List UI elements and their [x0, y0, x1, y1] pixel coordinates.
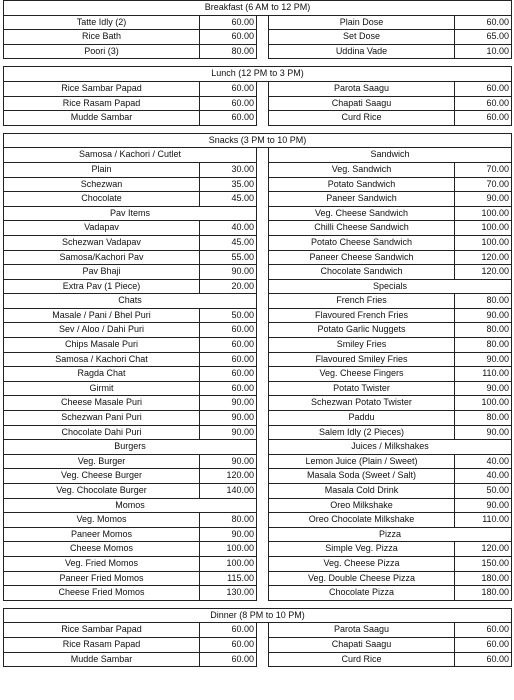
item-price: 140.00 — [200, 484, 257, 499]
column-gap — [257, 96, 269, 111]
breakfast-section — [3, 0, 513, 59]
column-gap — [257, 265, 269, 280]
item-name: Plain Dose — [269, 15, 455, 30]
item-price: 90.00 — [200, 411, 257, 426]
item-price: 90.00 — [455, 308, 512, 323]
column-gap — [257, 30, 269, 45]
menu-row — [4, 323, 512, 338]
item-name: Schezwan Vadapav — [4, 235, 200, 250]
menu-row — [4, 556, 512, 571]
item-name: Poori (3) — [4, 44, 200, 59]
item-name: Chapati Saagu — [269, 637, 455, 652]
item-name: Veg. Chocolate Burger — [4, 484, 200, 499]
item-name: Chapati Saagu — [269, 96, 455, 111]
item-price: 30.00 — [200, 162, 257, 177]
item-price: 120.00 — [455, 542, 512, 557]
item-price: 70.00 — [455, 177, 512, 192]
menu-row — [4, 498, 512, 513]
category-heading: Samosa / Kachori / Cutlet — [4, 148, 257, 163]
item-price: 65.00 — [455, 30, 512, 45]
menu-row — [4, 542, 512, 557]
item-name: Masala Cold Drink — [269, 484, 455, 499]
item-price: 110.00 — [455, 513, 512, 528]
column-gap — [257, 221, 269, 236]
item-name: Rice Sambar Papad — [4, 623, 200, 638]
menu-row — [4, 162, 512, 177]
item-name: Ragda Chat — [4, 367, 200, 382]
item-name: Veg. Cheese Pizza — [269, 556, 455, 571]
item-price: 100.00 — [200, 542, 257, 557]
menu-row — [4, 637, 512, 652]
column-gap — [257, 192, 269, 207]
dinner-table — [3, 608, 512, 667]
item-name: Potato Twister — [269, 381, 455, 396]
item-name: Schezwan Pani Puri — [4, 411, 200, 426]
column-gap — [257, 367, 269, 382]
menu-row — [4, 381, 512, 396]
item-price: 60.00 — [200, 367, 257, 382]
item-name: Chocolate Dahi Puri — [4, 425, 200, 440]
section-title: Lunch (12 PM to 3 PM) — [4, 67, 512, 82]
breakfast-table — [3, 0, 512, 59]
item-price: 80.00 — [455, 294, 512, 309]
column-gap — [257, 279, 269, 294]
item-price: 10.00 — [455, 44, 512, 59]
item-price: 80.00 — [200, 44, 257, 59]
menu-row — [4, 440, 512, 455]
column-gap — [257, 498, 269, 513]
item-name: Samosa/Kachori Pav — [4, 250, 200, 265]
item-name: Paddu — [269, 411, 455, 426]
item-name: Veg. Cheese Fingers — [269, 367, 455, 382]
item-price: 60.00 — [455, 111, 512, 126]
menu-row — [4, 469, 512, 484]
item-name: Pav Bhaji — [4, 265, 200, 280]
item-name: Veg. Burger — [4, 454, 200, 469]
item-price: 90.00 — [200, 265, 257, 280]
item-name: Extra Pav (1 Piece) — [4, 279, 200, 294]
item-price: 90.00 — [200, 454, 257, 469]
item-name: Masale / Pani / Bhel Puri — [4, 308, 200, 323]
item-price: 20.00 — [200, 279, 257, 294]
column-gap — [257, 396, 269, 411]
menu-row — [4, 250, 512, 265]
item-name: Paneer Momos — [4, 527, 200, 542]
column-gap — [257, 623, 269, 638]
category-heading: Burgers — [4, 440, 257, 455]
item-price: 40.00 — [455, 469, 512, 484]
item-price: 45.00 — [200, 235, 257, 250]
item-price: 90.00 — [455, 192, 512, 207]
item-name: Cheese Momos — [4, 542, 200, 557]
menu-row — [4, 148, 512, 163]
column-gap — [257, 235, 269, 250]
column-gap — [257, 527, 269, 542]
item-price: 80.00 — [455, 338, 512, 353]
item-price: 60.00 — [455, 652, 512, 667]
item-price: 90.00 — [455, 425, 512, 440]
column-gap — [257, 44, 269, 59]
section-title-row — [4, 133, 512, 148]
item-name: Cheese Fried Momos — [4, 586, 200, 601]
item-name: Veg. Sandwich — [269, 162, 455, 177]
item-name: Masala Soda (Sweet / Salt) — [269, 469, 455, 484]
column-gap — [257, 111, 269, 126]
menu-row — [4, 192, 512, 207]
item-price: 45.00 — [200, 192, 257, 207]
column-gap — [257, 440, 269, 455]
item-name: Schezwan — [4, 177, 200, 192]
item-name: Rice Rasam Papad — [4, 637, 200, 652]
item-name: Samosa / Kachori Chat — [4, 352, 200, 367]
item-price: 60.00 — [455, 637, 512, 652]
column-gap — [257, 425, 269, 440]
menu-row — [4, 30, 512, 45]
item-price: 60.00 — [200, 381, 257, 396]
item-name: Parota Saagu — [269, 81, 455, 96]
item-name: Paneer Sandwich — [269, 192, 455, 207]
column-gap — [257, 148, 269, 163]
item-name: Set Dose — [269, 30, 455, 45]
item-price: 120.00 — [200, 469, 257, 484]
item-name: Chocolate Sandwich — [269, 265, 455, 280]
item-price: 100.00 — [455, 396, 512, 411]
column-gap — [257, 542, 269, 557]
item-price: 60.00 — [200, 637, 257, 652]
item-name: Curd Rice — [269, 652, 455, 667]
category-heading: Chats — [4, 294, 257, 309]
menu-row — [4, 265, 512, 280]
item-name: Chips Masale Puri — [4, 338, 200, 353]
category-heading: Sandwich — [269, 148, 512, 163]
item-price: 55.00 — [200, 250, 257, 265]
menu-row — [4, 206, 512, 221]
menu-row — [4, 235, 512, 250]
item-price: 60.00 — [455, 81, 512, 96]
item-price: 80.00 — [200, 513, 257, 528]
column-gap — [257, 586, 269, 601]
snacks-section — [3, 133, 513, 601]
item-price: 115.00 — [200, 571, 257, 586]
menu-row — [4, 81, 512, 96]
menu-row — [4, 96, 512, 111]
column-gap — [257, 484, 269, 499]
menu-row — [4, 527, 512, 542]
item-price: 60.00 — [200, 81, 257, 96]
item-price: 90.00 — [455, 352, 512, 367]
category-heading: Specials — [269, 279, 512, 294]
section-title-row — [4, 1, 512, 16]
item-price: 80.00 — [455, 323, 512, 338]
column-gap — [257, 637, 269, 652]
menu-row — [4, 294, 512, 309]
item-price: 100.00 — [455, 221, 512, 236]
category-heading: Pizza — [269, 527, 512, 542]
item-price: 40.00 — [200, 221, 257, 236]
item-price: 180.00 — [455, 571, 512, 586]
section-title: Breakfast (6 AM to 12 PM) — [4, 1, 512, 16]
column-gap — [257, 81, 269, 96]
item-price: 50.00 — [455, 484, 512, 499]
item-name: Mudde Sambar — [4, 111, 200, 126]
item-price: 120.00 — [455, 265, 512, 280]
category-heading: Momos — [4, 498, 257, 513]
column-gap — [257, 513, 269, 528]
item-price: 60.00 — [200, 30, 257, 45]
item-name: Plain — [4, 162, 200, 177]
column-gap — [257, 162, 269, 177]
lunch-section — [3, 66, 513, 125]
item-price: 90.00 — [200, 425, 257, 440]
item-price: 35.00 — [200, 177, 257, 192]
menu-page — [3, 0, 513, 667]
column-gap — [257, 250, 269, 265]
item-price: 120.00 — [455, 250, 512, 265]
item-name: Paneer Cheese Sandwich — [269, 250, 455, 265]
item-price: 60.00 — [200, 323, 257, 338]
menu-row — [4, 513, 512, 528]
item-name: Vadapav — [4, 221, 200, 236]
item-name: Oreo Milkshake — [269, 498, 455, 513]
item-name: Simple Veg. Pizza — [269, 542, 455, 557]
menu-row — [4, 425, 512, 440]
menu-row — [4, 308, 512, 323]
item-price: 180.00 — [455, 586, 512, 601]
menu-row — [4, 411, 512, 426]
column-gap — [257, 556, 269, 571]
snacks-table — [3, 133, 512, 601]
item-name: Veg. Cheese Burger — [4, 469, 200, 484]
item-name: Veg. Fried Momos — [4, 556, 200, 571]
item-name: Oreo Chocolate Milkshake — [269, 513, 455, 528]
item-name: Flavoured Smiley Fries — [269, 352, 455, 367]
item-price: 90.00 — [455, 498, 512, 513]
dinner-section — [3, 608, 513, 667]
column-gap — [257, 177, 269, 192]
item-name: Potato Sandwich — [269, 177, 455, 192]
column-gap — [257, 571, 269, 586]
item-name: Veg. Double Cheese Pizza — [269, 571, 455, 586]
category-heading: Juices / Milkshakes — [269, 440, 512, 455]
column-gap — [257, 469, 269, 484]
column-gap — [257, 352, 269, 367]
item-price: 60.00 — [455, 15, 512, 30]
menu-row — [4, 177, 512, 192]
item-name: Uddina Vade — [269, 44, 455, 59]
column-gap — [257, 652, 269, 667]
column-gap — [257, 15, 269, 30]
menu-row — [4, 279, 512, 294]
item-name: Girmit — [4, 381, 200, 396]
item-name: Smiley Fries — [269, 338, 455, 353]
item-price: 130.00 — [200, 586, 257, 601]
menu-row — [4, 352, 512, 367]
item-name: Veg. Momos — [4, 513, 200, 528]
item-name: Salem Idly (2 Pieces) — [269, 425, 455, 440]
item-price: 90.00 — [455, 381, 512, 396]
menu-row — [4, 623, 512, 638]
column-gap — [257, 454, 269, 469]
item-price: 60.00 — [455, 96, 512, 111]
menu-row — [4, 571, 512, 586]
section-title-row — [4, 608, 512, 623]
item-price: 60.00 — [200, 623, 257, 638]
column-gap — [257, 381, 269, 396]
item-name: Sev / Aloo / Dahi Puri — [4, 323, 200, 338]
item-price: 60.00 — [200, 338, 257, 353]
menu-row — [4, 396, 512, 411]
section-title-row — [4, 67, 512, 82]
item-name: Potato Garlic Nuggets — [269, 323, 455, 338]
item-price: 40.00 — [455, 454, 512, 469]
column-gap — [257, 294, 269, 309]
item-name: Lemon Juice (Plain / Sweet) — [269, 454, 455, 469]
item-price: 70.00 — [455, 162, 512, 177]
menu-row — [4, 484, 512, 499]
item-price: 60.00 — [200, 96, 257, 111]
item-name: Chilli Cheese Sandwich — [269, 221, 455, 236]
menu-row — [4, 111, 512, 126]
item-price: 100.00 — [455, 206, 512, 221]
item-name: Rice Bath — [4, 30, 200, 45]
item-name: Potato Cheese Sandwich — [269, 235, 455, 250]
item-name: Flavoured French Fries — [269, 308, 455, 323]
column-gap — [257, 206, 269, 221]
menu-row — [4, 338, 512, 353]
item-name: Chocolate — [4, 192, 200, 207]
menu-row — [4, 586, 512, 601]
category-heading: Pav Items — [4, 206, 257, 221]
item-name: Curd Rice — [269, 111, 455, 126]
item-price: 100.00 — [455, 235, 512, 250]
item-name: Cheese Masale Puri — [4, 396, 200, 411]
item-price: 110.00 — [455, 367, 512, 382]
item-price: 60.00 — [200, 15, 257, 30]
item-name: Rice Rasam Papad — [4, 96, 200, 111]
item-name: French Fries — [269, 294, 455, 309]
item-name: Paneer Fried Momos — [4, 571, 200, 586]
item-price: 50.00 — [200, 308, 257, 323]
menu-row — [4, 15, 512, 30]
menu-row — [4, 367, 512, 382]
menu-row — [4, 454, 512, 469]
item-price: 60.00 — [455, 623, 512, 638]
column-gap — [257, 323, 269, 338]
item-name: Mudde Sambar — [4, 652, 200, 667]
column-gap — [257, 308, 269, 323]
item-name: Rice Sambar Papad — [4, 81, 200, 96]
section-title: Snacks (3 PM to 10 PM) — [4, 133, 512, 148]
item-price: 60.00 — [200, 352, 257, 367]
item-price: 60.00 — [200, 111, 257, 126]
item-price: 90.00 — [200, 396, 257, 411]
menu-row — [4, 44, 512, 59]
item-name: Chocolate Pizza — [269, 586, 455, 601]
menu-row — [4, 652, 512, 667]
item-price: 90.00 — [200, 527, 257, 542]
item-name: Veg. Cheese Sandwich — [269, 206, 455, 221]
section-title: Dinner (8 PM to 10 PM) — [4, 608, 512, 623]
item-name: Tatte Idly (2) — [4, 15, 200, 30]
menu-row — [4, 221, 512, 236]
column-gap — [257, 411, 269, 426]
item-price: 60.00 — [200, 652, 257, 667]
item-price: 100.00 — [200, 556, 257, 571]
column-gap — [257, 338, 269, 353]
item-name: Schezwan Potato Twister — [269, 396, 455, 411]
item-price: 80.00 — [455, 411, 512, 426]
item-price: 150.00 — [455, 556, 512, 571]
item-name: Parota Saagu — [269, 623, 455, 638]
lunch-table — [3, 66, 512, 125]
